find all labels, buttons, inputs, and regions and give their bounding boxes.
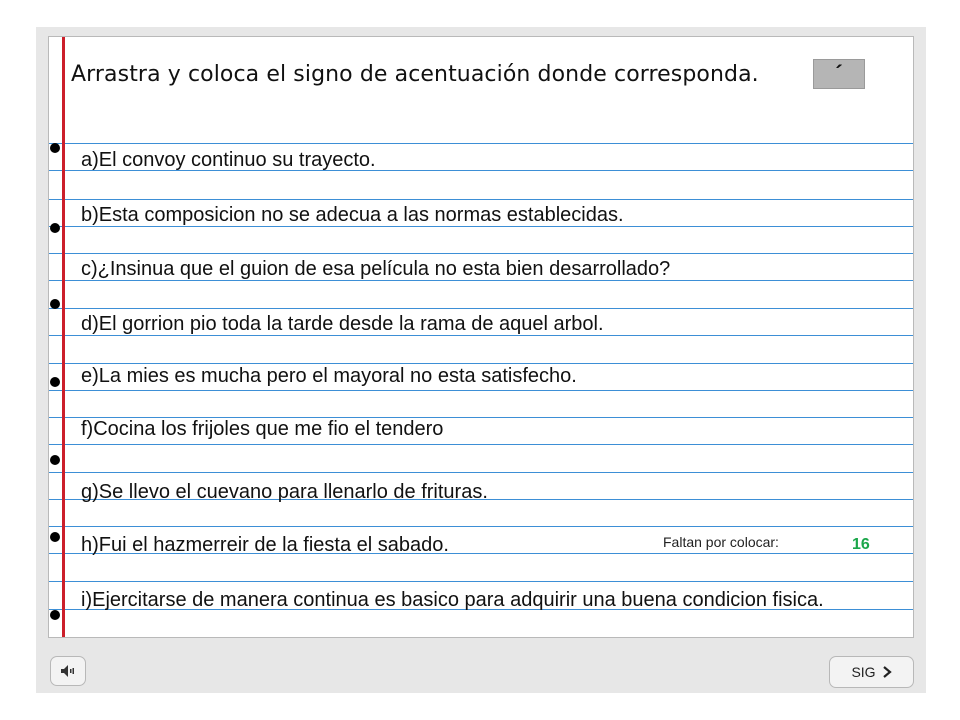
binder-hole [50, 532, 60, 542]
ruled-line [49, 143, 913, 144]
sentence-a[interactable]: a)El convoy continuo su trayecto. [81, 149, 376, 171]
ruled-line [49, 308, 913, 309]
ruled-line [49, 472, 913, 473]
binder-hole [50, 143, 60, 153]
binder-hole [50, 610, 60, 620]
red-margin-line [62, 37, 65, 637]
sentence-e[interactable]: e)La mies es mucha pero el mayoral no esta satisfecho. [81, 365, 577, 387]
binder-hole [50, 377, 60, 387]
sentence-b[interactable]: b)Esta composicion no se adecua a las normas establecidas. [81, 204, 624, 226]
ruled-line [49, 581, 913, 582]
remaining-label: Faltan por colocar: [663, 534, 779, 550]
binder-hole [50, 455, 60, 465]
chevron-right-icon [882, 666, 892, 678]
ruled-line [49, 444, 913, 445]
ruled-line [49, 199, 913, 200]
remaining-count: 16 [852, 536, 870, 553]
acute-accent-icon: ´ [835, 61, 843, 86]
sentence-g[interactable]: g)Se llevo el cuevano para llenarlo de frituras. [81, 481, 488, 503]
binder-hole [50, 223, 60, 233]
sentence-i[interactable]: i)Ejercitarse de manera continua es basico para adquirir una buena condicion fisica. [81, 589, 824, 611]
sound-button[interactable] [50, 656, 86, 686]
sentence-f[interactable]: f)Cocina los frijoles que me fio el tendero [81, 418, 444, 440]
sentence-h[interactable]: h)Fui el hazmerreir de la fiesta el sabado. [81, 534, 449, 556]
ruled-line [49, 526, 913, 527]
instruction-title: Arrastra y coloca el signo de acentuación donde corresponda. [71, 62, 759, 87]
ruled-line [49, 390, 913, 391]
sentence-c[interactable]: c)¿Insinua que el guion de esa película no esta bien desarrollado? [81, 258, 671, 280]
accent-mark-tile[interactable] [813, 59, 865, 89]
sentence-d[interactable]: d)El gorrion pio toda la tarde desde la rama de aquel arbol. [81, 313, 604, 335]
binder-hole [50, 299, 60, 309]
next-label: SIG [851, 664, 876, 680]
next-button[interactable] [829, 656, 914, 688]
ruled-line [49, 253, 913, 254]
speaker-icon [60, 664, 76, 678]
notebook-paper [48, 36, 914, 638]
